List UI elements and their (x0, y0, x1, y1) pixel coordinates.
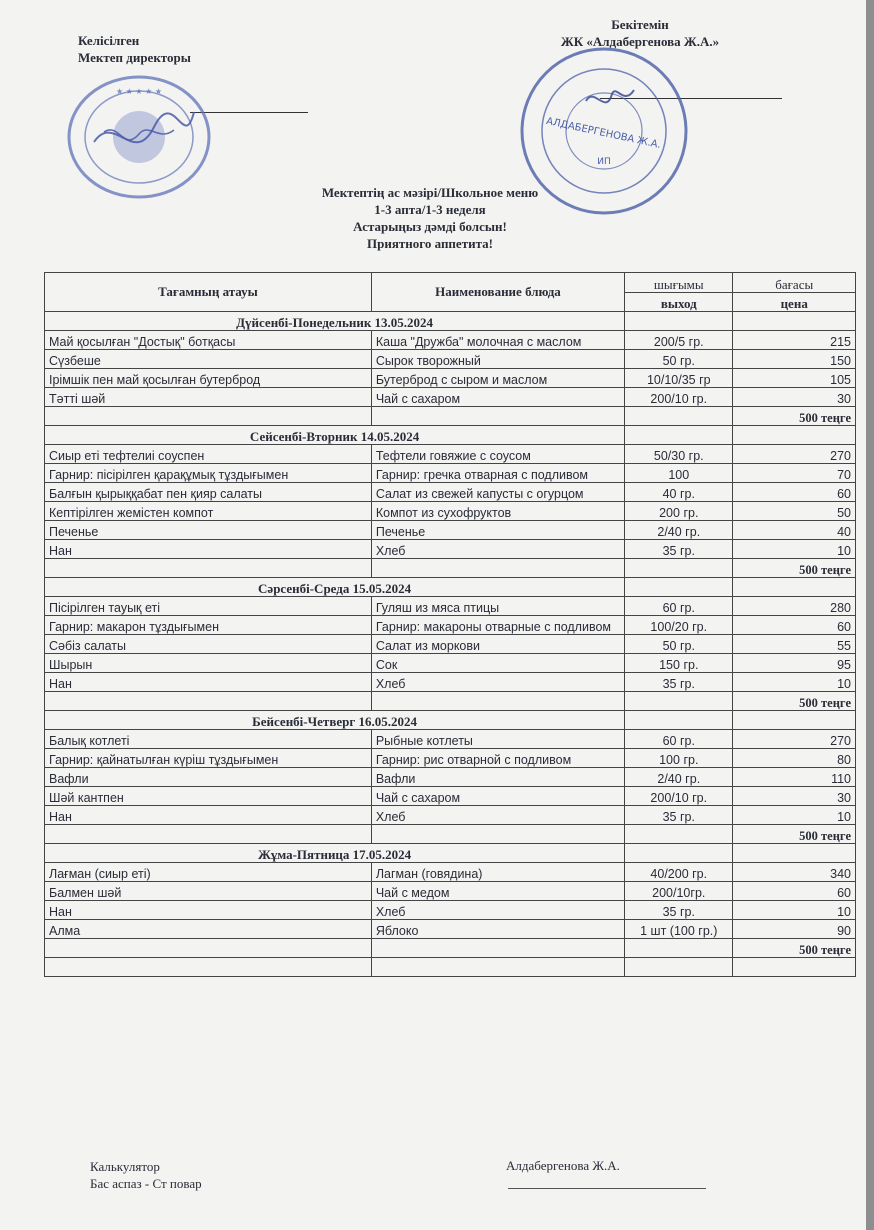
dish-yield: 35 гр. (625, 673, 733, 692)
total-row (45, 939, 856, 958)
dish-name-kz: Гарнир: қайнатылған күріш тұздығымен (45, 749, 372, 768)
approval-left (78, 32, 191, 66)
svg-text:АЛДАБЕРГЕНОВА Ж.А.: АЛДАБЕРГЕНОВА Ж.А. (545, 115, 662, 151)
dish-name-kz: Балғын қырыққабат пен қияр салаты (45, 483, 372, 502)
dish-yield: 100/20 гр. (625, 616, 733, 635)
day-total: 500 теңге (733, 407, 856, 426)
dish-yield: 50 гр. (625, 350, 733, 369)
table-row (45, 350, 856, 369)
dish-price: 80 (733, 749, 856, 768)
total-row (45, 407, 856, 426)
dish-yield: 200/5 гр. (625, 331, 733, 350)
dish-price: 10 (733, 540, 856, 559)
dish-name-ru: Яблоко (371, 920, 624, 939)
dish-name-kz: Балмен шәй (45, 882, 372, 901)
dish-yield: 40/200 гр. (625, 863, 733, 882)
dish-yield: 200/10гр. (625, 882, 733, 901)
dish-name-kz: Кептірілген жемістен компот (45, 502, 372, 521)
dish-name-kz: Шырын (45, 654, 372, 673)
dish-yield: 1 шт (100 гр.) (625, 920, 733, 939)
table-row (45, 863, 856, 882)
empty-row (45, 958, 856, 977)
table-row (45, 749, 856, 768)
dish-price: 10 (733, 673, 856, 692)
dish-name-ru: Гарнир: гречка отварная с подливом (371, 464, 624, 483)
dish-price: 60 (733, 483, 856, 502)
table-row (45, 730, 856, 749)
dish-name-ru: Салат из свежей капусты с огурцом (371, 483, 624, 502)
day-title: Дүйсенбі-Понедельник 13.05.2024 (45, 312, 625, 331)
dish-yield: 2/40 гр. (625, 521, 733, 540)
title-line-1: Мектептің ас мәзірі/Школьное меню (321, 185, 539, 200)
day-total: 500 теңге (733, 825, 856, 844)
table-row (45, 369, 856, 388)
school-stamp-icon (64, 72, 214, 202)
dish-yield: 2/40 гр. (625, 768, 733, 787)
total-row (45, 692, 856, 711)
table-row (45, 787, 856, 806)
dish-price: 90 (733, 920, 856, 939)
dish-price: 40 (733, 521, 856, 540)
table-row (45, 445, 856, 464)
dish-yield: 200 гр. (625, 502, 733, 521)
table-row (45, 521, 856, 540)
footer-signer: Алдабергенова Ж.А. (506, 1158, 620, 1173)
dish-yield: 60 гр. (625, 730, 733, 749)
dish-name-kz: Нан (45, 901, 372, 920)
total-row (45, 825, 856, 844)
dish-yield: 40 гр. (625, 483, 733, 502)
title-line-4: Приятного аппетита! (367, 236, 493, 251)
dish-name-ru: Рыбные котлеты (371, 730, 624, 749)
dish-name-ru: Бутерброд с сыром и маслом (371, 369, 624, 388)
dish-yield: 100 (625, 464, 733, 483)
dish-name-kz: Печенье (45, 521, 372, 540)
dish-name-kz: Сиыр еті тефтелиі соуспен (45, 445, 372, 464)
col-name-kz: Тағамның атауы (45, 273, 372, 312)
calculator-label: Калькулятор (90, 1159, 160, 1174)
header-row-1 (45, 273, 856, 293)
dish-yield: 60 гр. (625, 597, 733, 616)
dish-yield: 35 гр. (625, 540, 733, 559)
dish-price: 55 (733, 635, 856, 654)
table-row (45, 806, 856, 825)
col-price-kz: бағасы (733, 273, 856, 293)
dish-price: 70 (733, 464, 856, 483)
dish-yield: 150 гр. (625, 654, 733, 673)
table-row (45, 483, 856, 502)
dish-name-kz: Нан (45, 540, 372, 559)
dish-name-kz: Гарнир: пісірілген қарақұмық тұздығымен (45, 464, 372, 483)
title-line-3: Астарыңыз дәмді болсын! (353, 219, 507, 234)
dish-name-ru: Чай с медом (371, 882, 624, 901)
day-header-row (45, 578, 856, 597)
col-yield-kz: шығымы (625, 273, 733, 293)
dish-name-kz: Лағман (сиыр еті) (45, 863, 372, 882)
col-name-ru: Наименование блюда (371, 273, 624, 312)
dish-name-ru: Гуляш из мяса птицы (371, 597, 624, 616)
dish-name-kz: Вафли (45, 768, 372, 787)
table-row (45, 635, 856, 654)
col-price-ru: цена (733, 292, 856, 312)
dish-name-ru: Тефтели говяжие с соусом (371, 445, 624, 464)
table-row (45, 616, 856, 635)
org-name: ЖК «Алдабергенова Ж.А.» (560, 34, 720, 49)
dish-price: 95 (733, 654, 856, 673)
dish-name-ru: Компот из сухофруктов (371, 502, 624, 521)
day-total: 500 теңге (733, 559, 856, 578)
day-title: Сәрсенбі-Среда 15.05.2024 (45, 578, 625, 597)
col-yield-ru: выход (625, 292, 733, 312)
dish-name-kz: Алма (45, 920, 372, 939)
dish-price: 215 (733, 331, 856, 350)
day-title: Бейсенбі-Четверг 16.05.2024 (45, 711, 625, 730)
table-row (45, 502, 856, 521)
dish-name-kz: Май қосылған "Достық" ботқасы (45, 331, 372, 350)
table-row (45, 540, 856, 559)
dish-yield: 10/10/35 гр (625, 369, 733, 388)
dish-price: 30 (733, 787, 856, 806)
dish-yield: 200/10 гр. (625, 787, 733, 806)
day-header-row (45, 312, 856, 331)
dish-name-ru: Хлеб (371, 540, 624, 559)
dish-name-ru: Хлеб (371, 806, 624, 825)
table-row (45, 464, 856, 483)
dish-name-ru: Салат из моркови (371, 635, 624, 654)
menu-title (280, 184, 580, 252)
table-row (45, 654, 856, 673)
dish-name-kz: Нан (45, 806, 372, 825)
dish-name-kz: Гарнир: макарон тұздығымен (45, 616, 372, 635)
dish-yield: 35 гр. (625, 901, 733, 920)
dish-price: 270 (733, 445, 856, 464)
dish-name-ru: Чай с сахаром (371, 787, 624, 806)
dish-yield: 100 гр. (625, 749, 733, 768)
table-row (45, 388, 856, 407)
table-row (45, 331, 856, 350)
table-row (45, 901, 856, 920)
total-row (45, 559, 856, 578)
day-header-row (45, 426, 856, 445)
dish-name-ru: Чай с сахаром (371, 388, 624, 407)
day-title: Жұма-Пятница 17.05.2024 (45, 844, 625, 863)
dish-name-kz: Сәбіз салаты (45, 635, 372, 654)
day-total: 500 теңге (733, 939, 856, 958)
table-row (45, 673, 856, 692)
menu-table (44, 272, 856, 977)
footer-signature-line (508, 1188, 706, 1189)
dish-name-kz: Шәй кантпен (45, 787, 372, 806)
dish-yield: 50/30 гр. (625, 445, 733, 464)
approval-right (540, 16, 740, 50)
dish-price: 270 (733, 730, 856, 749)
dish-name-kz: Ірімшік пен май қосылған бутерброд (45, 369, 372, 388)
svg-text:★ ★ ★ ★ ★: ★ ★ ★ ★ ★ (115, 87, 163, 96)
dish-name-ru: Гарнир: рис отварной с подливом (371, 749, 624, 768)
menu-body (45, 312, 856, 977)
day-total: 500 теңге (733, 692, 856, 711)
dish-yield: 50 гр. (625, 635, 733, 654)
svg-text:ИП: ИП (597, 157, 611, 167)
dish-price: 110 (733, 768, 856, 787)
dish-price: 30 (733, 388, 856, 407)
dish-name-ru: Вафли (371, 768, 624, 787)
paper-edge (866, 0, 874, 1230)
dish-yield: 35 гр. (625, 806, 733, 825)
dish-name-kz: Сүзбеше (45, 350, 372, 369)
dish-name-kz: Тәтті шәй (45, 388, 372, 407)
dish-name-ru: Лагман (говядина) (371, 863, 624, 882)
dish-name-ru: Сок (371, 654, 624, 673)
table-row (45, 768, 856, 787)
dish-price: 105 (733, 369, 856, 388)
dish-name-ru: Сырок творожный (371, 350, 624, 369)
dish-price: 150 (733, 350, 856, 369)
dish-name-ru: Хлеб (371, 673, 624, 692)
dish-name-kz: Балық котлеті (45, 730, 372, 749)
dish-price: 10 (733, 901, 856, 920)
day-header-row (45, 844, 856, 863)
chef-label: Бас аспаз - Ст повар (90, 1176, 202, 1191)
dish-price: 10 (733, 806, 856, 825)
table-row (45, 882, 856, 901)
approve-label: Бекітемін (611, 17, 669, 32)
director-role: Мектеп директоры (78, 50, 191, 65)
dish-yield: 200/10 гр. (625, 388, 733, 407)
dish-name-ru: Гарнир: макароны отварные с подливом (371, 616, 624, 635)
dish-price: 60 (733, 882, 856, 901)
dish-price: 340 (733, 863, 856, 882)
footer-left (90, 1158, 202, 1192)
table-row (45, 920, 856, 939)
title-line-2: 1-3 апта/1-3 неделя (374, 202, 486, 217)
approved-label: Келісілген (78, 33, 140, 48)
dish-name-ru: Хлеб (371, 901, 624, 920)
dish-name-kz: Пісірілген тауық еті (45, 597, 372, 616)
day-header-row (45, 711, 856, 730)
dish-price: 280 (733, 597, 856, 616)
table-row (45, 597, 856, 616)
dish-name-ru: Печенье (371, 521, 624, 540)
dish-name-kz: Нан (45, 673, 372, 692)
dish-name-ru: Каша "Дружба" молочная с маслом (371, 331, 624, 350)
day-title: Сейсенбі-Вторник 14.05.2024 (45, 426, 625, 445)
dish-price: 50 (733, 502, 856, 521)
dish-price: 60 (733, 616, 856, 635)
